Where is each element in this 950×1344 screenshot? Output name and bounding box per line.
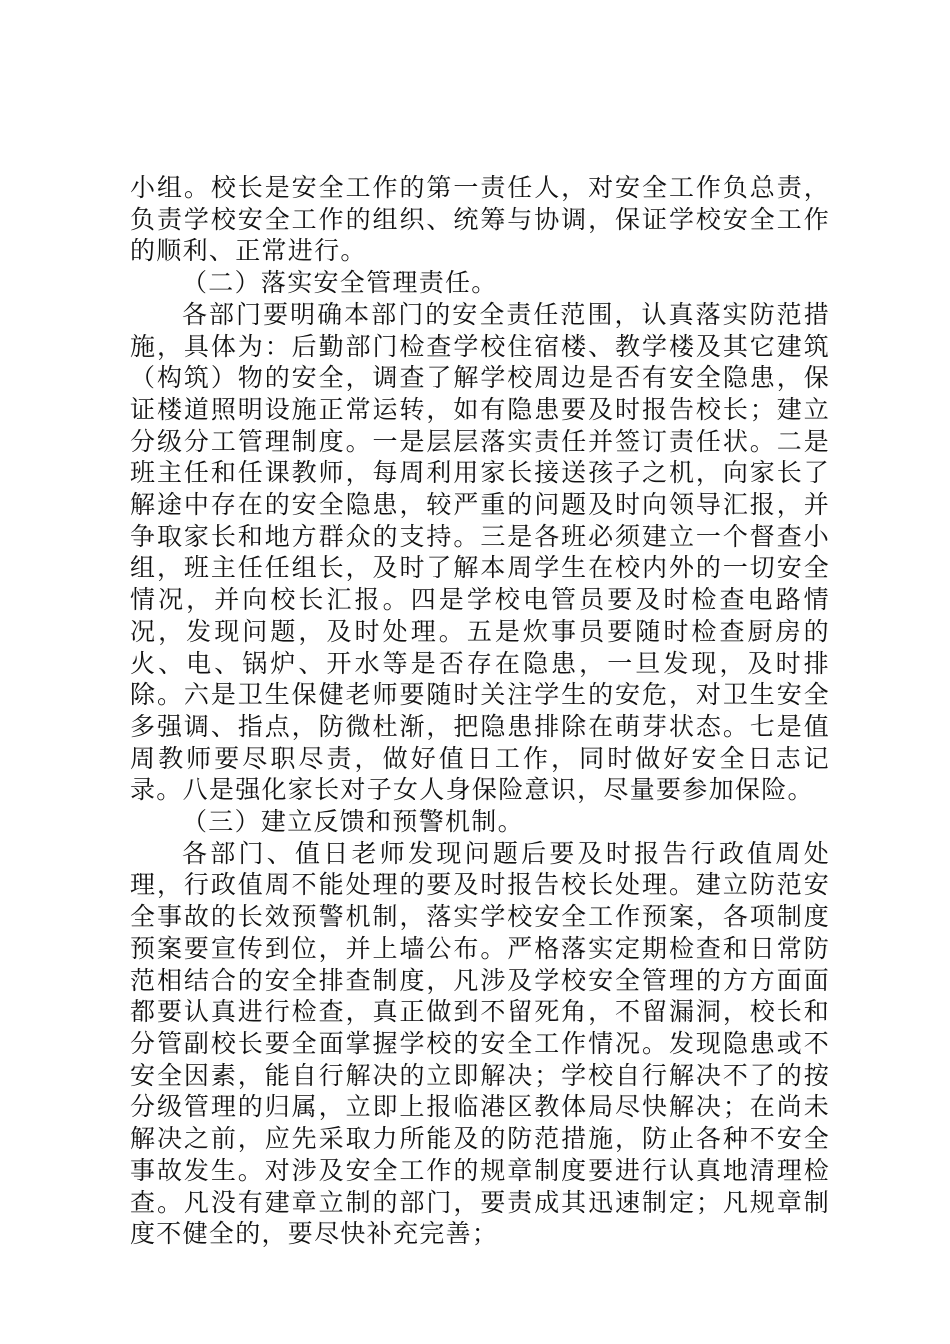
paragraph-feedback: 各部门、值日老师发现问题后要及时报告行政值周处理，行政值周不能处理的要及时报告校长处理。建立防范安全事故的长效预警机制，落实学校安全工作预案，各项制度预案要宣传到位，并上墙公布。严格落实定期检查和日常防范相结合的安全排查制度，凡涉及学校安全管理的方方面面都要认真进行检查，真正做到不留死角，不留漏洞，校长和分管副校长要全面掌握学校的安全工作情况。发现隐患或不安全因素，能自行解决的立即解决；学校自行解决不了的按分级管理的归属，立即上报临港区教体局尽快解决；在尚未解决之前，应先采取力所能及的防范措施，防止各种不安全事故发生。对涉及安全工作的规章制度要进行认真地清理检查。凡没有建章立制的部门，要责成其迅速制定；凡规章制度不健全的，要尽快补充完善；	[130, 838, 830, 1249]
paragraph-continuation: 小组。校长是安全工作的第一责任人，对安全工作负总责，负责学校安全工作的组织、统筹与协调，保证学校安全工作的顺利、正常进行。	[130, 173, 830, 266]
document-page	[130, 172, 830, 1250]
section-heading-2: （二）落实安全管理责任。	[182, 268, 498, 298]
section-heading-3: （三）建立反馈和预警机制。	[182, 807, 524, 837]
paragraph-responsibility: 各部门要明确本部门的安全责任范围，认真落实防范措施，具体为：后勤部门检查学校住宿楼、教学楼及其它建筑（构筑）物的安全，调查了解学校周边是否有安全隐患，保证楼道照明设施正常运转，如有隐患要及时报告校长；建立分级分工管理制度。一是层层落实责任并签订责任状。二是班主任和任课教师，每周利用家长接送孩子之机，向家长了解途中存在的安全隐患，较严重的问题及时向领导汇报，并争取家长和地方群众的支持。三是各班必须建立一个督查小组，班主任任组长，及时了解本周学生在校内外的一切安全情况，并向校长汇报。四是学校电管员要及时检查电路情况，发现问题，及时处理。五是炊事员要随时检查厨房的火、电、锅炉、开水等是否存在隐患，一旦发现，及时排除。六是卫生保健老师要随时关注学生的安危，对卫生安全多强调、指点，防微杜渐，把隐患排除在萌芽状态。七是值周教师要尽职尽责，做好值日工作，同时做好安全日志记录。八是强化家长对子女人身保险意识，尽量要参加保险。	[130, 299, 830, 805]
